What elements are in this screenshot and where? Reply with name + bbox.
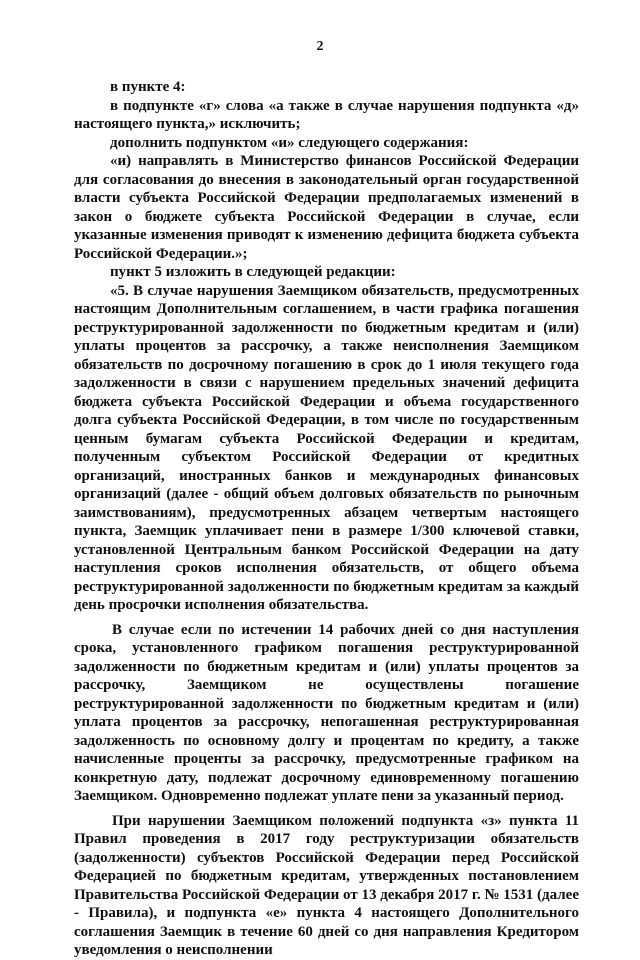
paragraph: в пункте 4: xyxy=(110,79,186,95)
paragraph: «и) направлять в Министерство финансов Российской Федерации для согласования до внесения в законодательный орган государственной власти субъекта Российской Федерации предполагаемых изменений в закон о бюджете субъекта Российской Федерации в случае, если указанные изменения приводят к изменению дефицита бюджета субъекта Российской Федерации.»; xyxy=(74,153,579,262)
paragraph: пункт 5 изложить в следующей редакции: xyxy=(110,264,396,280)
paragraph: При нарушении Заемщиком положений подпункта «з» пункта 11 Правил проведения в 2017 году реструктуризации обязательств (задолженности) субъектов Российской Федерации перед Российской Федерацией по бюджетным кредитам, утвержденных постановлением Правительства Российской Федерации от 13 декабря 2017 г. № 1531 (далее - Правила), и подпункта «е» пункта 4 настоящего Дополнительного соглашения Заемщик в течение 60 дней со дня направления Кредитором уведомления о неисполнении xyxy=(74,812,579,958)
paragraph: дополнить подпунктом «и» следующего содержания: xyxy=(110,134,469,151)
paragraph: «5. В случае нарушения Заемщиком обязательств, предусмотренных настоящим Дополнительным соглашением, в части графика погашения реструктурированной задолженности по бюджетным кредитам и (или) уплаты процентов за рассрочку, а также неисполнения Заемщиком обязательств по досрочному погашению в срок до 1 июля текущего года задолженности в связи с нарушением предельных значений дефицита бюджета субъекта Российской Федерации и объема государственного долга субъекта Российской Федерации, в том числе по государственным ценным бумагам субъекта Российской Федерации и кредитам, полученным субъектом Российской Федерации от кредитных организаций, иностранных банков и международных финансовых организаций (далее - общий объем долговых обязательств по рыночным заимствованиям), предусмотренных абзацем четвертым настоящего пункта, Заемщик уплачивает пени в размере 1/300 ключевой ставки, установленной Центральным банком Российской Федерации на дату наступления сроков исполнения обязательств, от общего объема реструктурированной задолженности по бюджетным кредитам за каждый день просрочки исполнения обязательства. xyxy=(74,282,579,613)
document-body xyxy=(74,78,579,960)
paragraph: в подпункте «г» слова «а также в случае нарушения подпункта «д» настоящего пункта,» исключить; xyxy=(74,97,579,132)
paragraph: В случае если по истечении 14 рабочих дней со дня наступления срока, установленного графиком погашения реструктурированной задолженности по бюджетным кредитам и (или) уплаты процентов за рассрочку, Заемщиком не осуществлены погашение реструктурированной задолженности по бюджетным кредитам и (или) уплата процентов за рассрочку, непогашенная реструктурированная задолженность по основному долгу и процентам по кредиту, а также начисленные проценты за рассрочку, предусмотренные графиком на конкретную дату, подлежат досрочному единовременному погашению Заемщиком. Одновременно подлежат уплате пени за указанный период. xyxy=(74,621,579,804)
page-number: 2 xyxy=(316,39,324,54)
